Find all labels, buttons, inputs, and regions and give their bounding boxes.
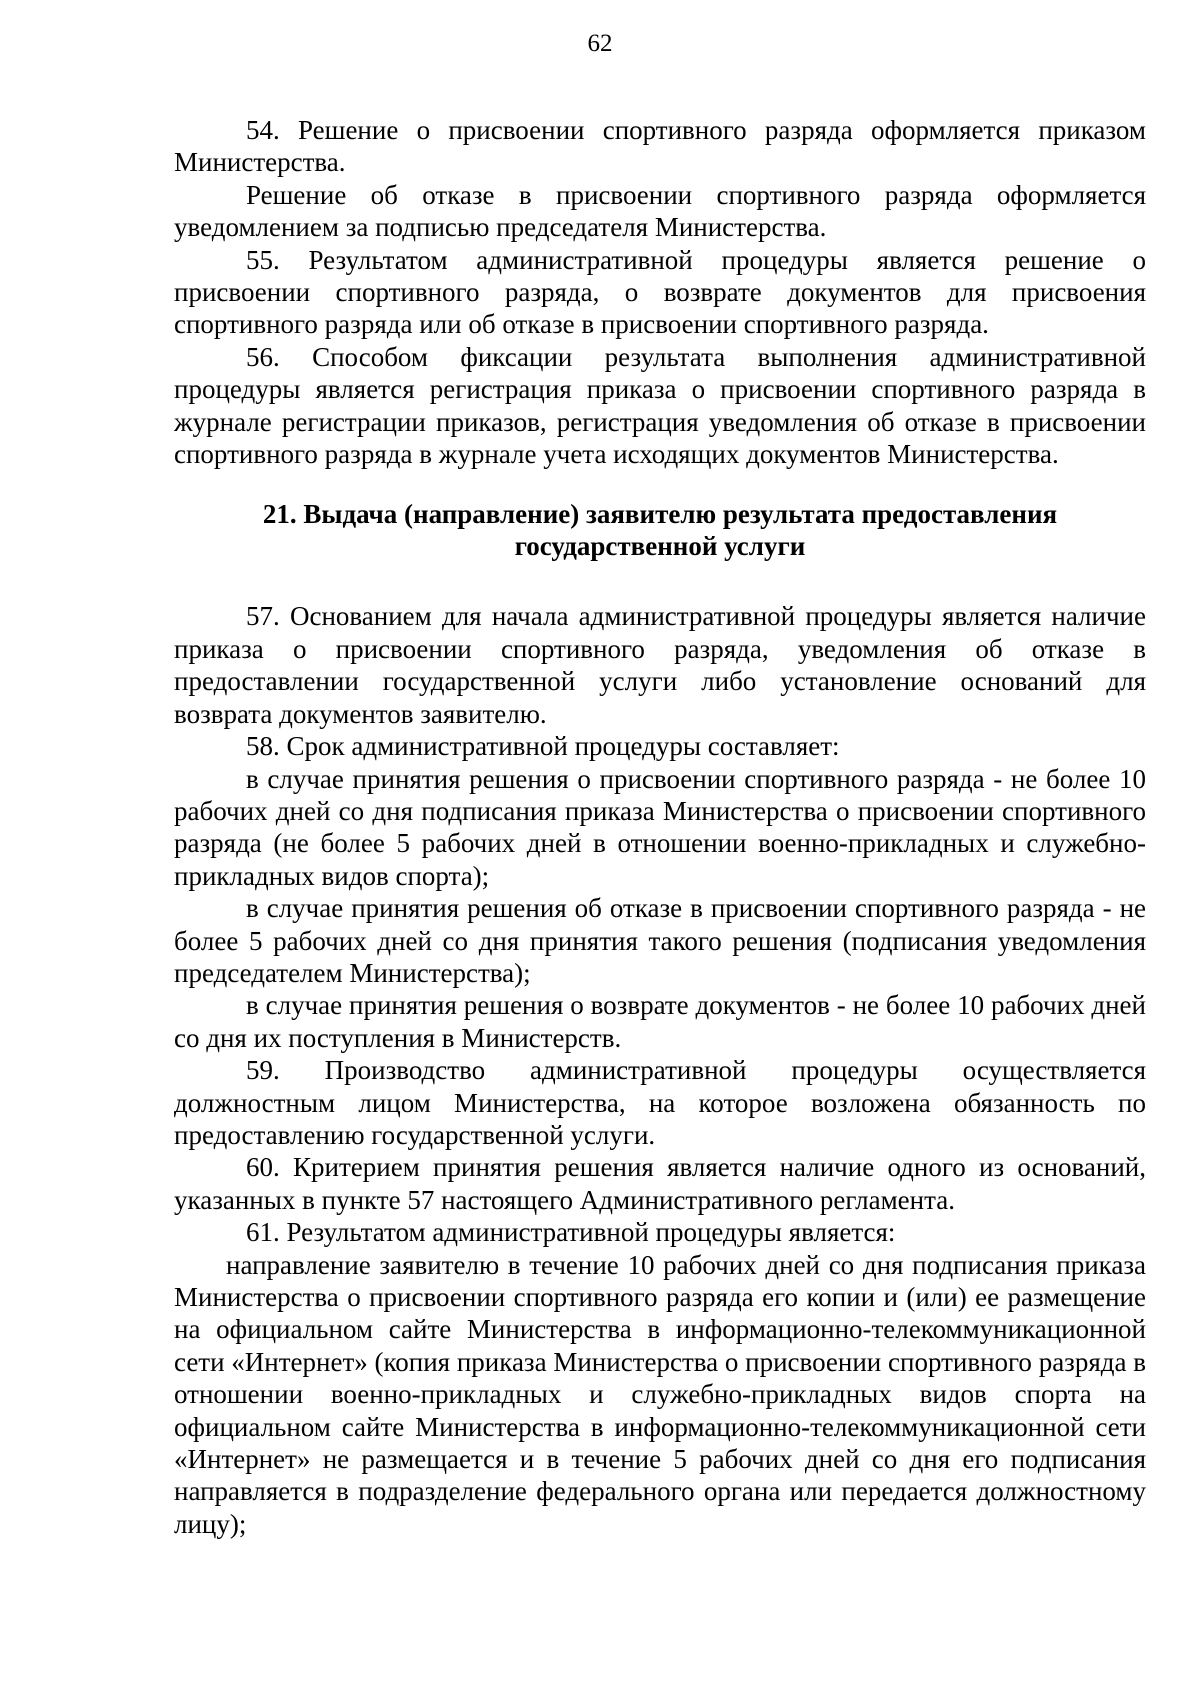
paragraph-60: 60. Критерием принятия решения является наличие одного из оснований, указанных в пункте 57 настоящего Административного регламента. (174, 1152, 1146, 1215)
section-heading-line-1: 21. Выдача (направление) заявителю результата предоставления (262, 499, 1058, 530)
paragraph-58-case-assignment: в случае принятия решения о присвоении спортивного разряда - не более 10 рабочих дней со дня подписания приказа Министерства о присвоении спортивного разряда (не более 5 рабочих дней в отношении военно-прикладных и служебно-прикладных видов спорта); (174, 763, 1146, 891)
paragraph-57: 57. Основанием для начала административной процедуры является наличие приказа о присвоении спортивного разряда, уведомления об отказе в предоставлении государственной услуги либо установление оснований для возврата документов заявителю. (174, 601, 1146, 729)
paragraph-58-case-return: в случае принятия решения о возврате документов - не более 10 рабочих дней со дня их поступления в Министерств. (174, 990, 1146, 1053)
paragraph-58-case-refusal: в случае принятия решения об отказе в присвоении спортивного разряда - не более 5 рабочих дней со дня принятия такого решения (подписания уведомления председателем Министерства); (174, 893, 1146, 988)
page-number: 62 (587, 30, 613, 57)
paragraph-56: 56. Способом фиксации результата выполнения административной процедуры является регистрация приказа о присвоении спортивного разряда в журнале регистрации приказов, регистрация уведомления об отказе в присвоении спортивного разряда в журнале учета исходящих документов Министерства. (174, 341, 1146, 470)
paragraph-61-direction: направление заявителю в течение 10 рабочих дней со дня подписания приказа Министерства о присвоении спортивного разряда его копии и (или) ее размещение на официальном сайте Министерства в информационно-телекоммуникационной сети «Интернет» (копия приказа Министерства о присвоении спортивного разряда в отношении военно-прикладных и служебно-прикладных видов спорта на официальном сайте Министерства в информационно-телекоммуникационной сети «Интернет» не размещается и в течение 5 рабочих дней со дня его подписания направляется в подразделение федерального органа или передается должностному лицу); (174, 1249, 1146, 1539)
paragraph-61: 61. Результатом административной процедуры является: (246, 1217, 896, 1248)
paragraph-58: 58. Срок административной процедуры составляет: (246, 731, 840, 762)
paragraph-54: 54. Решение о присвоении спортивного разряда оформляется приказом Министерства. (174, 115, 1146, 178)
section-heading-line-2: государственной услуги (514, 531, 806, 562)
paragraph-55: 55. Результатом административной процедуры является решение о присвоении спортивного разряда, о возврате документов для присвоения спортивного разряда или об отказе в присвоении спортивного разряда. (174, 244, 1146, 340)
paragraph-54-refusal: Решение об отказе в присвоении спортивного разряда оформляется уведомлением за подписью председателя Министерства. (174, 179, 1146, 243)
document-body (174, 114, 1146, 1540)
paragraph-59: 59. Производство административной процедуры осуществляется должностным лицом Министерства, на которое возложена обязанность по предоставлению государственной услуги. (174, 1055, 1146, 1150)
section-heading-21 (174, 498, 1146, 562)
